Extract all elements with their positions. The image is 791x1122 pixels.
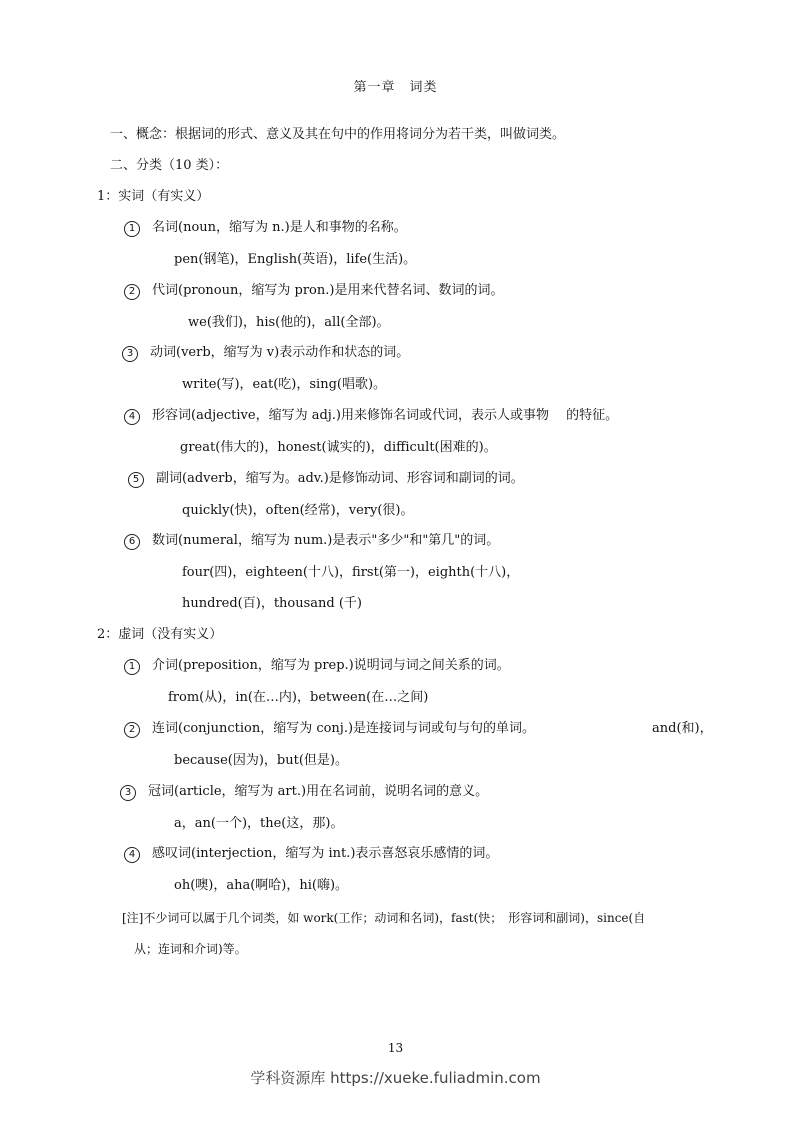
- item-examples: from(从)，in(在…内)，between(在…之间): [168, 690, 429, 705]
- item-number-circle: 2: [124, 722, 140, 738]
- item-number-circle: 2: [124, 284, 140, 300]
- footer-watermark: 学科资源库 https://xueke.fuliadmin.com: [250, 1069, 541, 1087]
- item-number-circle: 4: [124, 409, 140, 425]
- item-description: 副词(adverb，缩写为。adv.)是修饰动词、形容词和副词的词。: [156, 471, 524, 486]
- item-description: 介词(preposition，缩写为 prep.)说明词与词之间关系的词。: [152, 658, 510, 673]
- item-number-circle: 1: [124, 221, 140, 237]
- notional-heading: 1：实词（有实义）: [97, 189, 210, 204]
- item-number-circle: 1: [124, 659, 140, 675]
- item-description: 形容词(adjective，缩写为 adj.)用来修饰名词或代词，表示人或事物 的特征。: [152, 408, 619, 423]
- item-examples: write(写)，eat(吃)，sing(唱歌)。: [182, 377, 387, 392]
- page-number: 13: [387, 1041, 404, 1055]
- note-line-2: 从；连词和介词)等。: [134, 942, 247, 956]
- item-examples: great(伟大的)，honest(诚实的)，difficult(困难的)。: [180, 440, 497, 455]
- item-description: 名词(noun，缩写为 n.)是人和事物的名称。: [152, 220, 407, 235]
- note-line-1: [注]不少词可以属于几个词类，如 work(工作；动词和名词)，fast(快； 形容词和副词)，since(自: [122, 911, 646, 925]
- item-examples: pen(钢笔)，English(英语)，life(生活)。: [174, 252, 417, 267]
- item-description-tail: and(和)，: [652, 721, 713, 736]
- item-description: 数词(numeral，缩写为 num.)是表示"多少"和"第几"的词。: [152, 533, 500, 548]
- item-description: 动词(verb，缩写为 v)表示动作和状态的词。: [150, 345, 410, 360]
- item-description: 代词(pronoun，缩写为 pron.)是用来代替名词、数词的词。: [152, 283, 504, 298]
- item-number-circle: 3: [120, 785, 136, 801]
- item-examples: because(因为)，but(但是)。: [174, 753, 348, 768]
- item-description: 感叹词(interjection，缩写为 int.)表示喜怒哀乐感情的词。: [152, 846, 499, 861]
- item-examples: four(四)，eighteen(十八)，first(第一)，eighth(十八)，: [182, 565, 520, 580]
- item-examples: a，an(一个)，the(这，那)。: [174, 816, 344, 831]
- function-words-heading: 2：虚词（没有实义）: [97, 627, 223, 642]
- item-examples: oh(噢)，aha(啊哈)，hi(嗨)。: [174, 878, 349, 893]
- item-description: 连词(conjunction，缩写为 conj.)是连接词与词或句与句的单词。: [152, 721, 536, 736]
- chapter-title: 第一章 词类: [353, 80, 438, 95]
- item-number-circle: 3: [122, 346, 138, 362]
- item-examples: we(我们)，his(他的)，all(全部)。: [188, 315, 390, 330]
- item-description: 冠词(article，缩写为 art.)用在名词前，说明名词的意义。: [148, 784, 489, 799]
- item-number-circle: 5: [128, 472, 144, 488]
- item-number-circle: 6: [124, 534, 140, 550]
- concept-line: 一、概念：根据词的形式、意义及其在句中的作用将词分为若干类，叫做词类。: [110, 127, 566, 142]
- item-examples: hundred(百)，thousand (千): [182, 596, 363, 611]
- classification-heading: 二、分类（10 类）：: [110, 158, 229, 173]
- item-number-circle: 4: [124, 847, 140, 863]
- item-examples: quickly(快)，often(经常)，very(很)。: [182, 503, 414, 518]
